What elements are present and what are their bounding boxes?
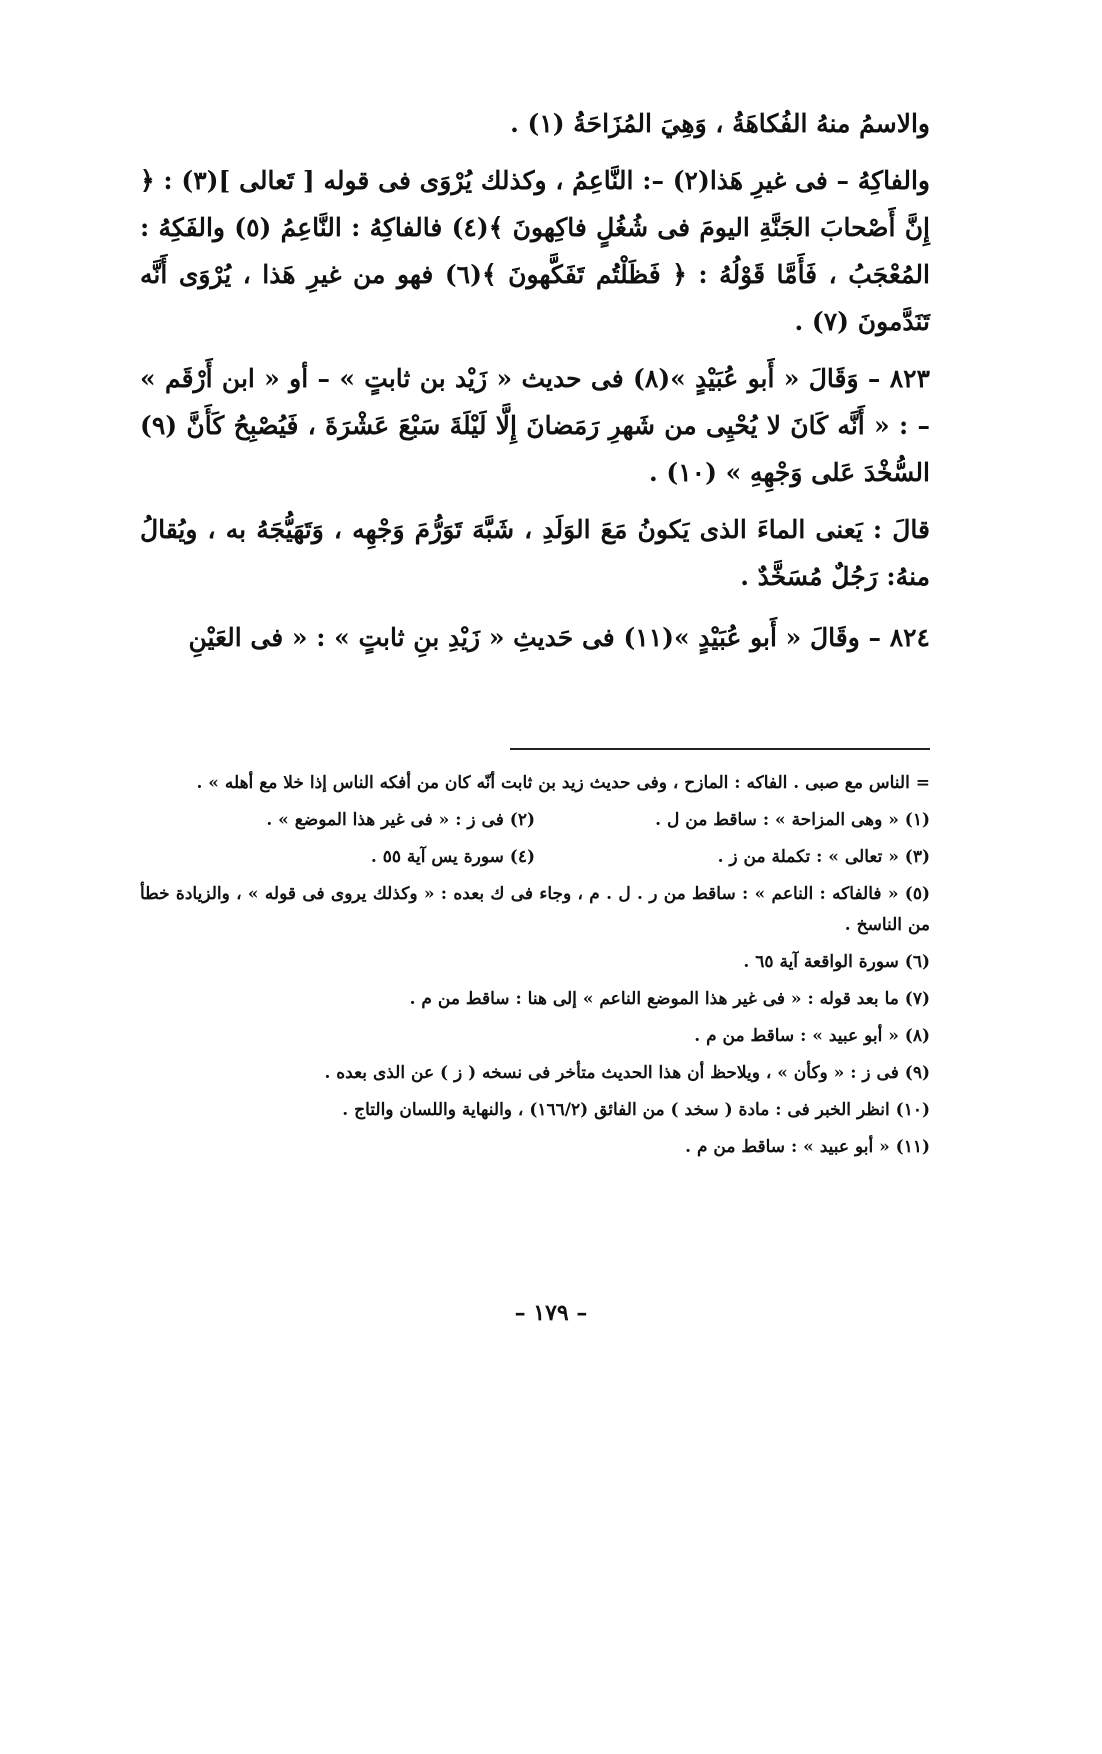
footnote-10: (١٠) انظر الخبر فى : مادة ( سخد ) من الفائق (١٦٦/٢) ، والنهاية واللسان والتاج . [342, 1100, 930, 1120]
footnote-8: (٨) « أبو عبيد » : ساقط من م . [694, 1026, 930, 1046]
paragraph-4: قالَ : يَعنى الماءَ الذى يَكونُ مَعَ الوَلَدِ ، شَبَّهَ تَوَرُّمَ وَجْهِه ، وَتَهَيُّجَهُ به ، ويُقالُ منهُ: رَجُلٌ مُسَخَّدٌ . [140, 515, 930, 591]
footnote-5: (٥) « فالفاكه : الناعم » : ساقط من ر . ل . م ، وجاء فى ك بعده : « وكذلك يروى فى قوله » ، والزيادة خطأ من الناسخ . [140, 884, 930, 935]
footnote-row-2 [140, 842, 930, 873]
footnote-4: (٤) سورة يس آية ٥٥ . [370, 847, 535, 867]
page-number: – ١٧٩ – [514, 1300, 588, 1326]
footnote-6: (٦) سورة الواقعة آية ٦٥ . [743, 952, 930, 972]
footnote-7: (٧) ما بعد قوله : « فى غير هذا الموضع الناعم » إلى هنا : ساقط من م . [409, 989, 930, 1009]
footnote-11: (١١) « أبو عبيد » : ساقط من م . [685, 1137, 930, 1157]
paragraph-2: والفاكِهُ – فى غيرِ هَذا(٢) –: النَّاعِمُ ، وكذلك يُرْوَى فى قوله [ تَعالى ](٣) : ﴿ إِنَّ أَصْحابَ الجَنَّةِ اليومَ فى شُغُلٍ فاكِهونَ ﴾(٤) فالفاكِهُ : النَّاعِمُ (٥) والفَكِهُ : المُعْجَبُ ، فَأَمَّا قَوْلُهُ : ﴿ فَظَلْتُم تَفَكَّهونَ ﴾(٦) فهو من غيرِ هَذا ، يُرْوَى أَنَّه تَنَدَّمونَ (٧) . [140, 166, 930, 336]
paragraph-1: والاسمُ منهُ الفُكاهَةُ ، وَهِيَ المُزَاحَةُ (١) . [510, 109, 930, 138]
footnote-3: (٣) « تعالى » : تكملة من ز . [717, 847, 930, 867]
footnote-2: (٢) فى ز : « فى غير هذا الموضع » . [266, 810, 535, 830]
footnotes [140, 768, 930, 1169]
footnote-row-1 [140, 805, 930, 836]
footnote-9: (٩) فى ز : « وكأن » ، ويلاحظ أن هذا الحديث متأخر فى نسخه ( ز ) عن الذى بعده . [324, 1063, 930, 1083]
paragraph-3: ٨٢٣ – وَقَالَ « أَبو عُبَيْدٍ »(٨) فى حديث « زَيْد بن ثابتٍ » – أو « ابن أَرْقَم » – : « أَنَّه كَانَ لا يُحْيِى من شَهرِ رَمَضانَ إِلَّا لَيْلَةَ سَبْعَ عَشْرَةَ ، فَيُصْبِحُ كَأَنَّ (٩) السُّخْدَ عَلى وَجْهِهِ » (١٠) . [140, 364, 930, 487]
footnote-continuation: = الناس مع صبى . الفاكه : المازح ، وفى حديث زيد بن ثابت أنّه كان من أفكه الناس إذا خلا مع أهله » . [196, 773, 930, 793]
paragraph-5: ٨٢٤ – وقَالَ « أَبو عُبَيْدٍ »(١١) فى حَديثِ « زَيْدِ بنِ ثابتٍ » : « فى العَيْنِ [188, 623, 930, 652]
page [140, 100, 930, 1157]
main-text [140, 100, 930, 661]
footnote-divider [510, 748, 930, 750]
footnote-1: (١) « وهى المزاحة » : ساقط من ل . [655, 810, 930, 830]
